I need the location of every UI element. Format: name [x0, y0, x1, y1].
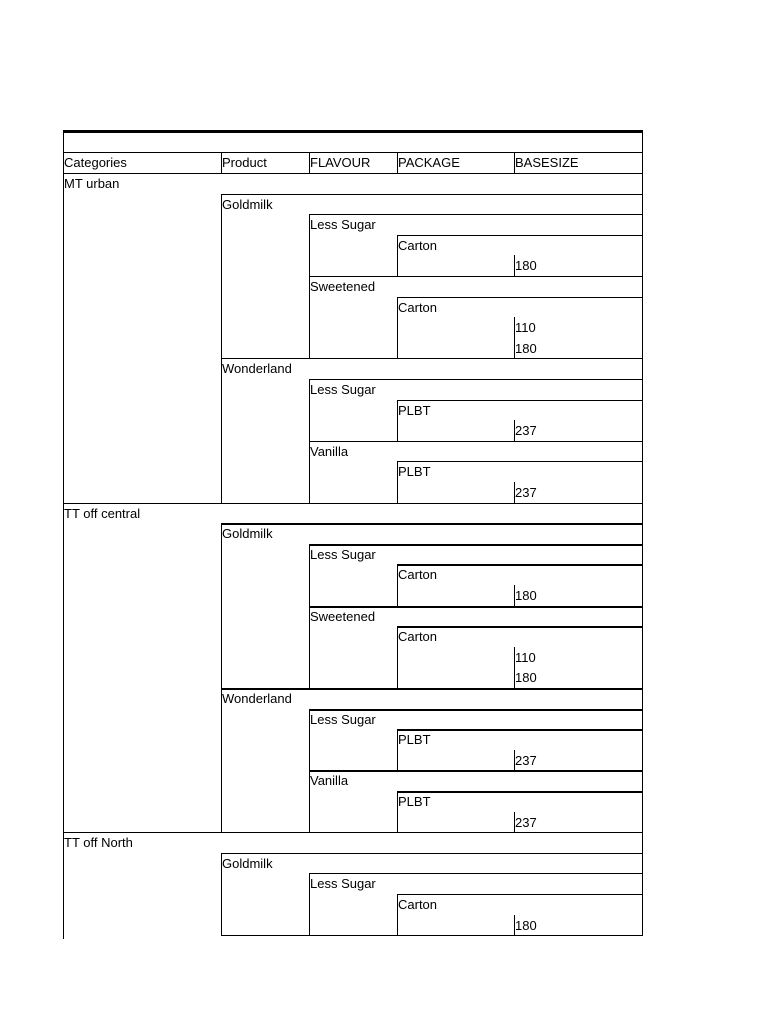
column-divider-product [221, 523, 222, 832]
row-line [397, 297, 642, 298]
column-divider-basesize [514, 585, 515, 606]
row-line [397, 461, 642, 462]
cell-category: TT off central [64, 505, 141, 521]
row-line [221, 358, 642, 359]
column-divider-basesize [514, 915, 515, 936]
cell-basesize: 237 [515, 485, 537, 500]
column-divider-basesize [514, 255, 515, 276]
column-divider-flavour [309, 709, 310, 833]
header-flavour: FLAVOUR [310, 155, 371, 170]
row-line [309, 544, 642, 546]
row-line [397, 564, 642, 566]
row-line [309, 709, 642, 711]
row-line [63, 832, 642, 833]
row-line [63, 503, 642, 504]
column-divider-package [397, 894, 398, 935]
column-divider-basesize [514, 317, 515, 358]
cell-flavour: Less Sugar [310, 382, 376, 397]
row-line [397, 894, 642, 895]
column-divider-package [397, 791, 398, 832]
row-line [63, 173, 642, 174]
cell-flavour: Less Sugar [310, 217, 376, 233]
column-divider-flavour [309, 873, 310, 935]
cell-basesize: 237 [515, 814, 537, 830]
column-divider-package [397, 461, 398, 502]
row-line [221, 523, 642, 525]
row-line [309, 606, 642, 608]
table-bottom-line [221, 935, 643, 936]
cell-category: TT off North [64, 835, 133, 851]
column-divider-package [397, 626, 398, 688]
cell-package: PLBT [398, 402, 431, 418]
cell-basesize: 180 [515, 917, 537, 933]
column-divider-flavour [309, 214, 310, 358]
cell-product: Wonderland [222, 691, 292, 706]
cell-package: Carton [398, 299, 438, 315]
column-divider-package [397, 235, 398, 276]
header-basesize: BASESIZE [515, 155, 579, 170]
cell-package: PLBT [398, 732, 431, 748]
row-line [309, 214, 642, 215]
cell-package: Carton [398, 897, 438, 912]
row-line [221, 688, 642, 690]
row-line [309, 379, 642, 380]
cell-flavour: Sweetened [310, 608, 376, 624]
column-divider-flavour [309, 379, 310, 503]
cell-basesize: 237 [515, 752, 537, 768]
cell-basesize: 110 [515, 649, 536, 665]
row-line [397, 235, 642, 236]
cell-flavour: Less Sugar [310, 546, 376, 562]
row-line [221, 853, 642, 854]
cell-product: Goldmilk [222, 196, 273, 212]
cell-basesize: 180 [515, 340, 537, 356]
cell-package: Carton [398, 237, 438, 253]
cell-basesize: 180 [515, 258, 537, 274]
cell-flavour: Sweetened [310, 279, 376, 294]
cell-basesize: 110 [515, 320, 536, 336]
cell-basesize: 180 [515, 670, 537, 686]
cell-product: Wonderland [222, 361, 292, 377]
column-divider-basesize [514, 812, 515, 833]
column-divider-flavour [309, 544, 310, 688]
row-line [397, 626, 642, 628]
cell-category: MT urban [64, 176, 120, 191]
cell-flavour: Less Sugar [310, 711, 376, 727]
header-package: PACKAGE [398, 155, 460, 170]
column-divider-product [221, 853, 222, 935]
row-line [309, 770, 642, 772]
row-line [309, 276, 642, 277]
cell-package: Carton [398, 629, 438, 645]
row-line [397, 791, 642, 793]
row-line [221, 194, 642, 195]
row-line [397, 400, 642, 401]
header-categories: Categories [64, 155, 127, 170]
cell-basesize: 180 [515, 588, 537, 603]
table-top-border [63, 130, 643, 133]
column-divider-package [397, 564, 398, 605]
column-divider-basesize [514, 750, 515, 771]
column-divider-package [397, 400, 398, 441]
cell-package: PLBT [398, 794, 431, 809]
cell-flavour: Less Sugar [310, 876, 376, 892]
header-top-line [63, 152, 642, 153]
cell-product: Goldmilk [222, 855, 273, 871]
column-divider-package [397, 729, 398, 770]
row-line [397, 729, 642, 731]
cell-flavour: Vanilla [310, 773, 349, 789]
cell-product: Goldmilk [222, 526, 273, 542]
column-divider-basesize [514, 482, 515, 503]
cell-flavour: Vanilla [310, 443, 349, 459]
column-divider-basesize [514, 647, 515, 688]
column-divider-basesize [514, 420, 515, 441]
cell-package: PLBT [398, 464, 431, 480]
column-divider-product [221, 194, 222, 503]
cell-basesize: 237 [515, 423, 537, 439]
row-line [309, 873, 642, 874]
column-divider-package [397, 297, 398, 359]
header-product: Product [222, 155, 267, 170]
table-right-border [642, 131, 643, 935]
cell-package: Carton [398, 567, 438, 583]
table-left-border [63, 131, 64, 939]
row-line [309, 441, 642, 442]
